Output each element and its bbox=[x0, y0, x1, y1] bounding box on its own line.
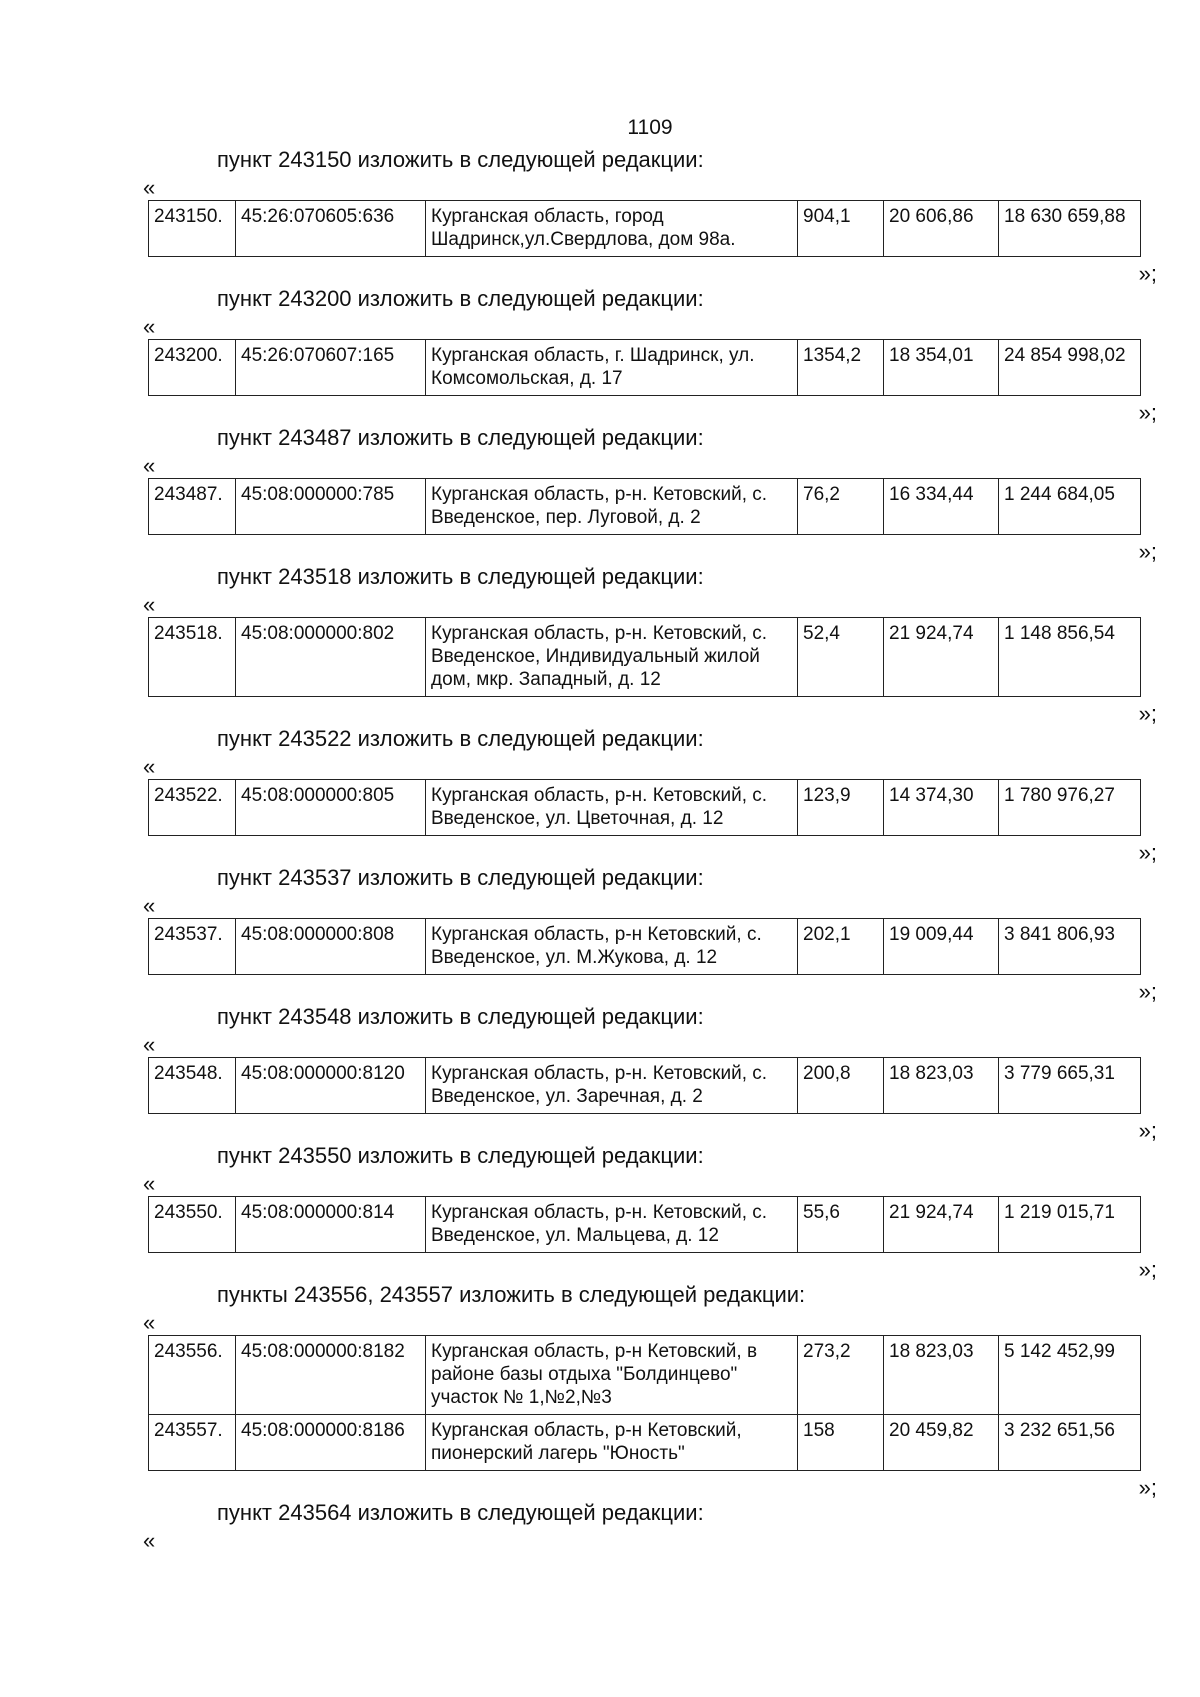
address-cell: Курганская область, р-н. Кетовский, с. Введенское, пер. Луговой, д. 2 bbox=[426, 479, 798, 535]
table-row bbox=[149, 340, 1141, 396]
value-cell: 3 779 665,31 bbox=[999, 1058, 1141, 1114]
rate-cell: 18 823,03 bbox=[884, 1336, 999, 1415]
rate-cell: 16 334,44 bbox=[884, 479, 999, 535]
rate-cell: 19 009,44 bbox=[884, 919, 999, 975]
amendment-section bbox=[0, 725, 1200, 864]
closing-quote: »; bbox=[1138, 261, 1157, 286]
value-cell: 18 630 659,88 bbox=[999, 201, 1141, 257]
value-cell: 1 780 976,27 bbox=[999, 780, 1141, 836]
property-table bbox=[148, 200, 1141, 257]
property-table bbox=[148, 918, 1141, 975]
cadastral-number-cell: 45:08:000000:8182 bbox=[236, 1336, 426, 1415]
table-row bbox=[149, 780, 1141, 836]
opening-quote: « bbox=[143, 893, 156, 918]
rate-cell: 21 924,74 bbox=[884, 618, 999, 697]
amendment-heading: пункт 243200 изложить в следующей редакции: bbox=[217, 286, 704, 311]
property-table bbox=[148, 1196, 1141, 1253]
property-table bbox=[148, 1335, 1141, 1471]
table-row bbox=[149, 1197, 1141, 1253]
address-cell: Курганская область, р-н Кетовский, с. Введенское, ул. М.Жукова, д. 12 bbox=[426, 919, 798, 975]
property-table bbox=[148, 617, 1141, 697]
amendment-section bbox=[0, 146, 1200, 285]
rate-cell: 18 354,01 bbox=[884, 340, 999, 396]
value-cell: 3 232 651,56 bbox=[999, 1415, 1141, 1471]
address-cell: Курганская область, р-н. Кетовский, с. Введенское, ул. Цветочная, д. 12 bbox=[426, 780, 798, 836]
closing-quote: »; bbox=[1138, 400, 1157, 425]
amendment-section bbox=[0, 1499, 1200, 1553]
table-row bbox=[149, 618, 1141, 697]
cadastral-number-cell: 45:08:000000:805 bbox=[236, 780, 426, 836]
item-number-cell: 243487. bbox=[149, 479, 236, 535]
cadastral-number-cell: 45:08:000000:8186 bbox=[236, 1415, 426, 1471]
opening-quote: « bbox=[143, 592, 156, 617]
rate-cell: 20 606,86 bbox=[884, 201, 999, 257]
cadastral-number-cell: 45:08:000000:808 bbox=[236, 919, 426, 975]
page-number: 1109 bbox=[627, 116, 673, 139]
amendment-section bbox=[0, 424, 1200, 563]
item-number-cell: 243550. bbox=[149, 1197, 236, 1253]
amendment-section bbox=[0, 285, 1200, 424]
area-cell: 52,4 bbox=[798, 618, 884, 697]
amendment-heading: пункт 243537 изложить в следующей редакции: bbox=[217, 865, 704, 890]
item-number-cell: 243557. bbox=[149, 1415, 236, 1471]
opening-quote: « bbox=[143, 453, 156, 478]
amendment-heading: пункт 243518 изложить в следующей редакции: bbox=[217, 564, 704, 589]
closing-quote: »; bbox=[1138, 1475, 1157, 1500]
item-number-cell: 243537. bbox=[149, 919, 236, 975]
area-cell: 123,9 bbox=[798, 780, 884, 836]
area-cell: 273,2 bbox=[798, 1336, 884, 1415]
address-cell: Курганская область, р-н. Кетовский, с. Введенское, ул. Заречная, д. 2 bbox=[426, 1058, 798, 1114]
area-cell: 55,6 bbox=[798, 1197, 884, 1253]
value-cell: 5 142 452,99 bbox=[999, 1336, 1141, 1415]
opening-quote: « bbox=[143, 175, 156, 200]
amendment-heading: пункт 243548 изложить в следующей редакции: bbox=[217, 1004, 704, 1029]
value-cell: 1 148 856,54 bbox=[999, 618, 1141, 697]
item-number-cell: 243522. bbox=[149, 780, 236, 836]
opening-quote: « bbox=[143, 754, 156, 779]
closing-quote: »; bbox=[1138, 539, 1157, 564]
area-cell: 158 bbox=[798, 1415, 884, 1471]
closing-quote: »; bbox=[1138, 979, 1157, 1004]
item-number-cell: 243556. bbox=[149, 1336, 236, 1415]
value-cell: 24 854 998,02 bbox=[999, 340, 1141, 396]
table-row bbox=[149, 919, 1141, 975]
property-table bbox=[148, 339, 1141, 396]
rate-cell: 21 924,74 bbox=[884, 1197, 999, 1253]
cadastral-number-cell: 45:08:000000:814 bbox=[236, 1197, 426, 1253]
rate-cell: 14 374,30 bbox=[884, 780, 999, 836]
table-row bbox=[149, 1415, 1141, 1471]
amendment-section bbox=[0, 1003, 1200, 1142]
opening-quote: « bbox=[143, 1171, 156, 1196]
table-row bbox=[149, 479, 1141, 535]
item-number-cell: 243150. bbox=[149, 201, 236, 257]
closing-quote: »; bbox=[1138, 1257, 1157, 1282]
document-body bbox=[0, 146, 1200, 1553]
amendment-section bbox=[0, 1142, 1200, 1281]
address-cell: Курганская область, р-н Кетовский, пионерский лагерь "Юность" bbox=[426, 1415, 798, 1471]
property-table bbox=[148, 478, 1141, 535]
amendment-section bbox=[0, 1281, 1200, 1499]
rate-cell: 20 459,82 bbox=[884, 1415, 999, 1471]
cadastral-number-cell: 45:08:000000:8120 bbox=[236, 1058, 426, 1114]
item-number-cell: 243200. bbox=[149, 340, 236, 396]
item-number-cell: 243548. bbox=[149, 1058, 236, 1114]
value-cell: 1 219 015,71 bbox=[999, 1197, 1141, 1253]
item-number-cell: 243518. bbox=[149, 618, 236, 697]
opening-quote: « bbox=[143, 1310, 156, 1335]
amendment-heading: пункт 243522 изложить в следующей редакции: bbox=[217, 726, 704, 751]
value-cell: 3 841 806,93 bbox=[999, 919, 1141, 975]
rate-cell: 18 823,03 bbox=[884, 1058, 999, 1114]
amendment-heading: пункты 243556, 243557 изложить в следующей редакции: bbox=[217, 1282, 806, 1307]
address-cell: Курганская область, р-н. Кетовский, с. Введенское, Индивидуальный жилой дом, мкр. Западный, д. 12 bbox=[426, 618, 798, 697]
table-row bbox=[149, 1058, 1141, 1114]
address-cell: Курганская область, р-н. Кетовский, с. Введенское, ул. Мальцева, д. 12 bbox=[426, 1197, 798, 1253]
closing-quote: »; bbox=[1138, 840, 1157, 865]
amendment-heading: пункт 243487 изложить в следующей редакции: bbox=[217, 425, 704, 450]
cadastral-number-cell: 45:26:070607:165 bbox=[236, 340, 426, 396]
amendment-heading: пункт 243564 изложить в следующей редакции: bbox=[217, 1500, 704, 1525]
area-cell: 200,8 bbox=[798, 1058, 884, 1114]
property-table bbox=[148, 779, 1141, 836]
area-cell: 202,1 bbox=[798, 919, 884, 975]
cadastral-number-cell: 45:26:070605:636 bbox=[236, 201, 426, 257]
amendment-heading: пункт 243550 изложить в следующей редакции: bbox=[217, 1143, 704, 1168]
table-row bbox=[149, 201, 1141, 257]
cadastral-number-cell: 45:08:000000:785 bbox=[236, 479, 426, 535]
opening-quote: « bbox=[143, 1528, 156, 1553]
property-table bbox=[148, 1057, 1141, 1114]
closing-quote: »; bbox=[1138, 1118, 1157, 1143]
area-cell: 76,2 bbox=[798, 479, 884, 535]
table-row bbox=[149, 1336, 1141, 1415]
opening-quote: « bbox=[143, 314, 156, 339]
amendment-section bbox=[0, 864, 1200, 1003]
area-cell: 1354,2 bbox=[798, 340, 884, 396]
cadastral-number-cell: 45:08:000000:802 bbox=[236, 618, 426, 697]
amendment-heading: пункт 243150 изложить в следующей редакции: bbox=[217, 147, 704, 172]
opening-quote: « bbox=[143, 1032, 156, 1057]
address-cell: Курганская область, город Шадринск,ул.Свердлова, дом 98а. bbox=[426, 201, 798, 257]
area-cell: 904,1 bbox=[798, 201, 884, 257]
closing-quote: »; bbox=[1138, 701, 1157, 726]
address-cell: Курганская область, г. Шадринск, ул. Комсомольская, д. 17 bbox=[426, 340, 798, 396]
value-cell: 1 244 684,05 bbox=[999, 479, 1141, 535]
address-cell: Курганская область, р-н Кетовский, в районе базы отдыха "Болдинцево" участок № 1,№2,№3 bbox=[426, 1336, 798, 1415]
amendment-section bbox=[0, 563, 1200, 725]
